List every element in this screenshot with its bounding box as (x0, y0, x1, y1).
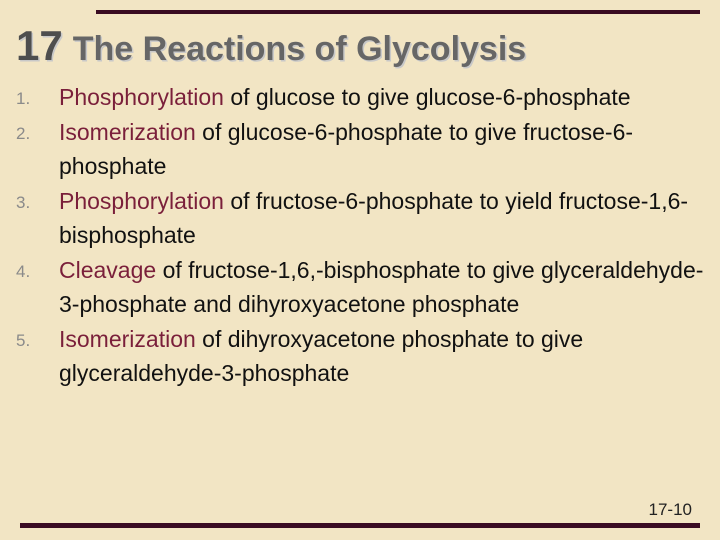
step-keyword: Phosphorylation (59, 187, 224, 214)
step-keyword: Isomerization (59, 325, 196, 352)
step-text: of dihyroxyacetone phosphate to give glyceraldehyde-3-phosphate (59, 325, 584, 386)
step-text: of glucose to give glucose-6-phosphate (223, 84, 631, 110)
step-keyword: Cleavage (59, 256, 157, 283)
step-text: of fructose-6-phosphate to yield fructose-1,6-bisphosphate (59, 187, 689, 248)
item-number: 5. (16, 330, 31, 350)
top-rule (96, 10, 700, 14)
item-number: 2. (16, 123, 31, 143)
list-item (16, 253, 716, 322)
title-text: The Reactions of Glycolysis (72, 30, 527, 68)
bottom-rule (20, 523, 700, 528)
list-item (16, 184, 716, 253)
page-number: 17-10 (648, 500, 692, 519)
list-item (16, 80, 716, 115)
steps-list (16, 80, 716, 391)
step-keyword: Isomerization (59, 118, 196, 145)
item-number: 3. (16, 192, 31, 212)
item-number: 1. (16, 89, 31, 108)
step-text: of glucose-6-phosphate to give fructose-6-phosphate (59, 118, 634, 179)
list-item (16, 322, 716, 391)
step-text: of fructose-1,6,-bisphosphate to give glyceraldehyde-3-phosphate and dihyroxyacetone phosphate (59, 256, 704, 317)
step-keyword: Phosphorylation (59, 84, 224, 110)
item-number: 4. (16, 261, 31, 281)
list-item (16, 115, 716, 184)
slide-title (16, 22, 526, 70)
chapter-number: 17 (16, 22, 63, 69)
